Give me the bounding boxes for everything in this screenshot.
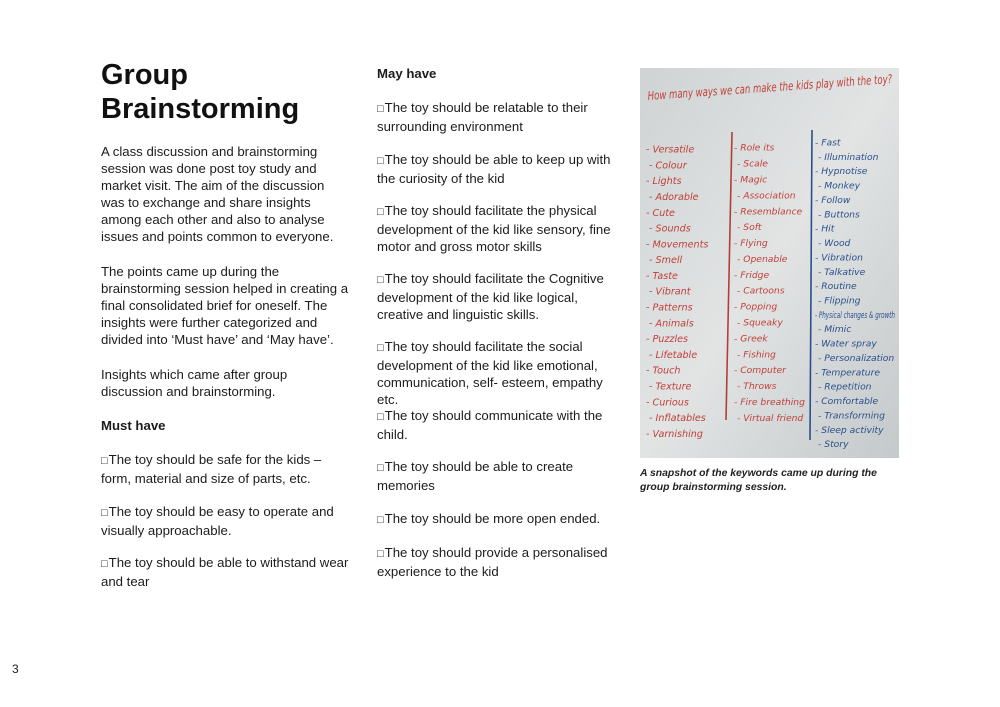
whiteboard-word: - Squeaky	[737, 317, 783, 329]
bullet-box-icon: □	[377, 462, 384, 474]
whiteboard-word: - Magic	[734, 174, 768, 186]
whiteboard-word: - Inflatables	[649, 413, 706, 425]
whiteboard-word: - Puzzles	[646, 334, 689, 346]
whiteboard-word: - Sounds	[649, 223, 691, 235]
whiteboard-word: - Vibration	[815, 252, 863, 264]
may-have-item	[377, 338, 627, 408]
bullet-box-icon: □	[101, 507, 108, 519]
whiteboard-word: - Vibrant	[649, 286, 691, 298]
may-have-item	[377, 544, 627, 580]
whiteboard-word: - Resemblance	[734, 206, 803, 218]
whiteboard-word: - Cartoons	[737, 285, 785, 297]
intro-paragraph-3: Insights which came after group discussion and brainstorming.	[101, 367, 288, 399]
may-have-text: The toy should be relatable to their surrounding environment	[377, 100, 588, 134]
bullet-box-icon: □	[377, 342, 384, 354]
page-title: Group Brainstorming	[101, 59, 300, 125]
whiteboard-image	[640, 64, 992, 458]
whiteboard-word: - Varnishing	[646, 428, 703, 440]
photo-caption: A snapshot of the keywords came up during the group brainstorming session.	[640, 468, 877, 493]
bullet-box-icon: □	[101, 455, 108, 467]
may-have-heading: May have	[377, 66, 437, 81]
page-number: 3	[12, 662, 19, 676]
intro-paragraph-2: The points came up during the brainstorming session helped in creating a final consolidated brief for oneself. The insights were further categorized and divided into ‘Must have’ and ‘May have’.	[101, 264, 349, 347]
bullet-box-icon: □	[377, 514, 384, 526]
must-have-text: The toy should be easy to operate and visually approachable.	[101, 504, 334, 538]
must-have-text: The toy should be safe for the kids – form, material and size of parts, etc.	[101, 452, 322, 486]
may-have-text: The toy should facilitate the Cognitive development of the kid like logical, creative and linguistic skills.	[377, 271, 604, 322]
bullet-box-icon: □	[101, 558, 108, 570]
whiteboard-word: - Popping	[734, 301, 778, 313]
whiteboard-word: - Mimic	[818, 324, 852, 336]
must-have-heading: Must have	[101, 418, 166, 433]
whiteboard-word: - Physical changes & growth	[815, 309, 896, 321]
whiteboard-word: - Virtual friend	[737, 412, 804, 424]
must-have-text: The toy should be able to withstand wear and tear	[101, 555, 349, 589]
whiteboard-word: - Follow	[815, 194, 851, 206]
whiteboard-word: - Computer	[734, 365, 786, 377]
bullet-box-icon: □	[377, 103, 384, 115]
whiteboard-word: - Colour	[649, 160, 687, 172]
whiteboard-word: - Sleep activity	[815, 424, 884, 436]
may-have-text: The toy should facilitate the physical development of the kid like sensory, fine motor and gross motor skills	[377, 203, 611, 254]
whiteboard-word: - Curious	[646, 397, 689, 409]
bullet-box-icon: □	[377, 274, 384, 286]
may-have-item	[377, 407, 627, 443]
whiteboard-word: - Scale	[737, 158, 768, 170]
may-have-item	[377, 270, 627, 323]
may-have-item	[377, 99, 627, 135]
whiteboard-word: - Texture	[649, 381, 692, 393]
may-have-item	[377, 510, 627, 529]
whiteboard-word: - Repetition	[818, 381, 872, 393]
must-have-item	[101, 503, 351, 539]
whiteboard-word: - Smell	[649, 255, 683, 267]
whiteboard-word: - Lifetable	[649, 349, 698, 361]
whiteboard-word: - Transforming	[818, 410, 885, 422]
whiteboard-word: - Illumination	[818, 151, 879, 163]
whiteboard-word: - Movements	[646, 239, 709, 251]
may-have-text: The toy should be able to create memories	[377, 459, 574, 493]
whiteboard-word: - Comfortable	[815, 396, 879, 407]
whiteboard-word: - Association	[737, 190, 796, 202]
intro-paragraph-1: A class discussion and brainstorming session was done post toy study and market visit. The aim of the discussion was to exchange and share insights among each other and also to analyse issues and points common to everyone.	[101, 144, 334, 244]
must-have-item	[101, 451, 351, 487]
whiteboard-heading: How many ways we can make the kids play with the toy?	[647, 64, 992, 103]
whiteboard-word: - Routine	[815, 281, 857, 293]
whiteboard-word: - Greek	[734, 333, 768, 345]
whiteboard-word: - Fishing	[737, 349, 776, 361]
whiteboard-word: - Story	[818, 439, 849, 451]
bullet-box-icon: □	[377, 548, 384, 560]
may-have-item	[377, 151, 627, 187]
whiteboard-word: - Throws	[737, 381, 777, 392]
may-have-item	[377, 458, 627, 494]
whiteboard-word: - Soft	[737, 222, 762, 234]
whiteboard-word: - Wood	[818, 238, 851, 249]
may-have-text: The toy should provide a personalised experience to the kid	[377, 545, 608, 579]
bullet-box-icon: □	[377, 411, 384, 423]
whiteboard-word: - Versatile	[646, 144, 695, 156]
whiteboard-word: - Fast	[815, 137, 841, 149]
whiteboard-word: - Fire breathing	[734, 396, 805, 408]
may-have-text: The toy should be able to keep up with the curiosity of the kid	[377, 152, 611, 186]
whiteboard-word: - Cute	[646, 207, 675, 219]
whiteboard-word: - Fridge	[734, 269, 770, 281]
may-have-text: The toy should facilitate the social development of the kid like emotional, communication, self- esteem, empathy etc.	[377, 339, 603, 407]
must-have-item	[101, 554, 351, 590]
whiteboard-word: - Temperature	[815, 367, 881, 379]
bullet-box-icon: □	[377, 155, 384, 167]
may-have-text: The toy should communicate with the child.	[377, 408, 603, 442]
whiteboard-word: - Monkey	[818, 180, 861, 192]
whiteboard-word: - Flying	[734, 238, 768, 249]
whiteboard-word: - Adorable	[649, 192, 699, 203]
may-have-text: The toy should be more open ended.	[384, 511, 601, 526]
bullet-box-icon: □	[377, 206, 384, 218]
whiteboard-word: - Taste	[646, 270, 678, 282]
whiteboard-word: - Hit	[815, 223, 835, 235]
whiteboard-word: - Personalization	[818, 352, 895, 364]
whiteboard-word: - Role its	[734, 142, 775, 154]
whiteboard-word: - Flipping	[818, 295, 861, 307]
whiteboard-word: - Patterns	[646, 302, 693, 314]
whiteboard-word: - Talkative	[818, 266, 866, 278]
whiteboard-word: - Hypnotise	[815, 166, 868, 178]
whiteboard-word: - Touch	[646, 365, 681, 377]
whiteboard-word: - Lights	[646, 176, 682, 188]
may-have-item	[377, 202, 627, 255]
whiteboard-word: - Water spray	[815, 338, 877, 350]
whiteboard-word: - Openable	[737, 253, 788, 265]
whiteboard-photo	[640, 64, 992, 458]
whiteboard-word: - Buttons	[818, 209, 860, 221]
whiteboard-word: - Animals	[649, 318, 694, 330]
